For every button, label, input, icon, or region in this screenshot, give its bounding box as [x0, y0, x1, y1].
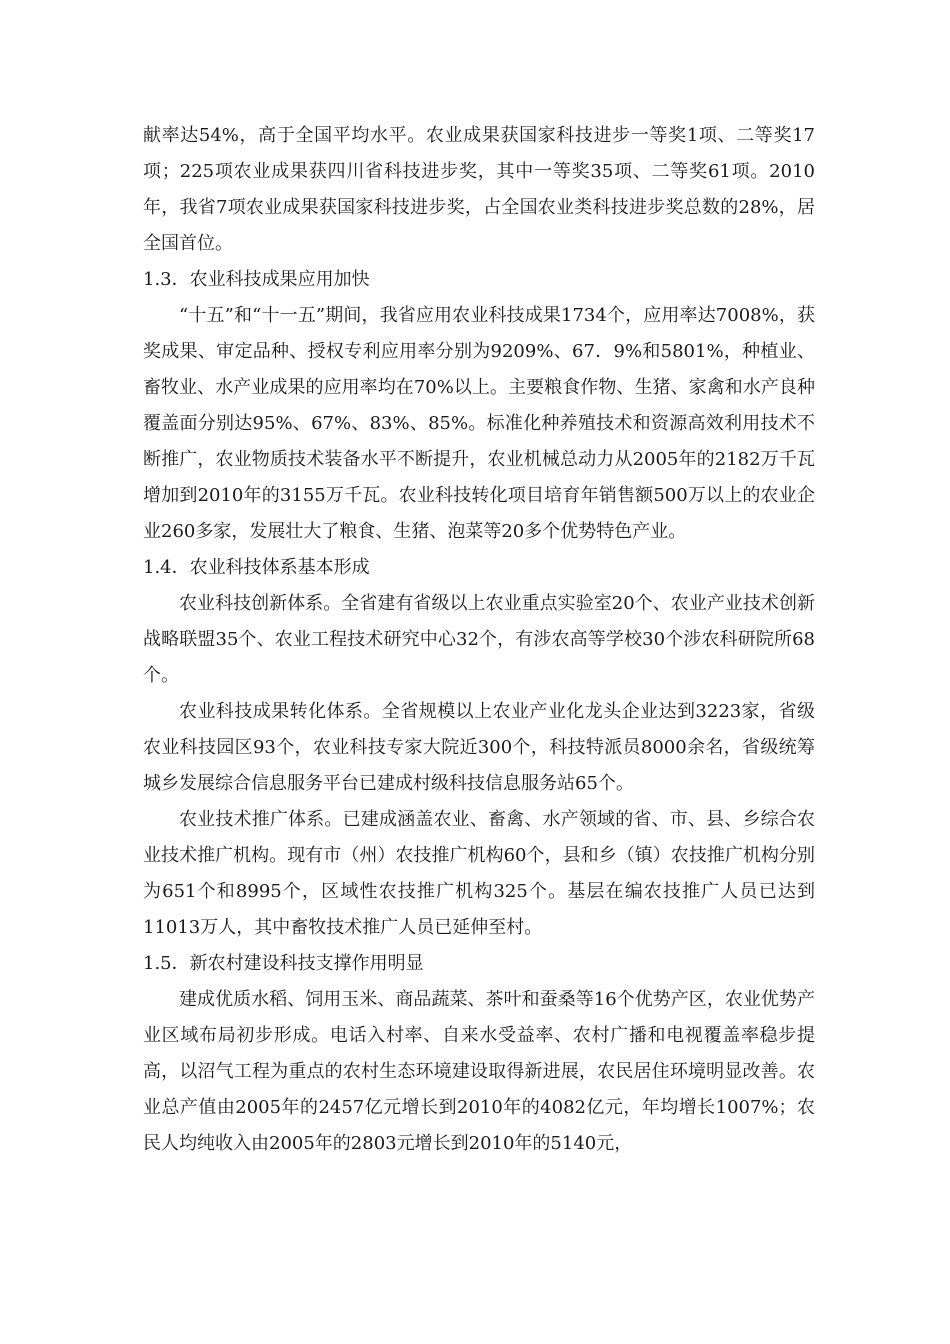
paragraph-transformation-system: 农业科技成果转化体系。全省规模以上农业产业化龙头企业达到3223家，省级农业科技园区93个，农业科技专家大院近300个，科技特派员8000余名，省级统筹城乡发展综合信息服务平台已建成村级科技信息服务站65个。: [143, 701, 815, 794]
paragraph-application: “十五”和“十一五”期间，我省应用农业科技成果1734个，应用率达7008%，获奖成果、审定品种、授权专利应用率分别为9209%、67．9%和5801%，种植业、畜牧业、水产业成果的应用率均在70%以上。主要粮食作物、生猪、家禽和水产良种覆盖面分别达95%、67%、83%、85%。标准化种养殖技术和资源高效利用技术不断推广，农业物质技术装备水平不断提升，农业机械总动力从2005年的2182万千瓦增加到2010年的3155万千瓦。农业科技转化项目培育年销售额500万以上的农业企业260多家，发展壮大了粮食、生猪、泡菜等20多个优势特色产业。: [143, 305, 815, 542]
section-heading-1-4: 1.4．农业科技体系基本形成: [143, 557, 370, 578]
paragraph-award-results: 献率达54%，高于全国平均水平。农业成果获国家科技进步一等奖1项、二等奖17项；225项农业成果获四川省科技进步奖，其中一等奖35项、二等奖61项。2010年，我省7项农业成果获国家科技进步奖，占全国农业类科技进步奖总数的28%，居全国首位。: [143, 125, 815, 254]
section-heading-1-3: 1.3．农业科技成果应用加快: [143, 269, 370, 290]
paragraph-new-countryside: 建成优质水稻、饲用玉米、商品蔬菜、茶叶和蚕桑等16个优势产区，农业优势产业区域布局初步形成。电话入村率、自来水受益率、农村广播和电视覆盖率稳步提高，以沼气工程为重点的农村生态环境建设取得新进展，农民居住环境明显改善。农业总产值由2005年的2457亿元增长到2010年的4082亿元，年均增长1007%；农民人均纯收入由2005年的2803元增长到2010年的5140元，: [143, 989, 815, 1154]
paragraph-extension-system: 农业技术推广体系。已建成涵盖农业、畜禽、水产领域的省、市、县、乡综合农业技术推广机构。现有市（州）农技推广机构60个，县和乡（镇）农技推广机构分别为651个和8995个，区域性农技推广机构325个。基层在编农技推广人员已达到11013万人，其中畜牧技术推广人员已延伸至村。: [143, 809, 815, 938]
paragraph-innovation-system: 农业科技创新体系。全省建有省级以上农业重点实验室20个、农业产业技术创新战略联盟35个、农业工程技术研究中心32个，有涉农高等学校30个涉农科研院所68个。: [143, 593, 815, 686]
section-heading-1-5: 1.5．新农村建设科技支撑作用明显: [143, 953, 424, 974]
document-body: [143, 118, 815, 1162]
